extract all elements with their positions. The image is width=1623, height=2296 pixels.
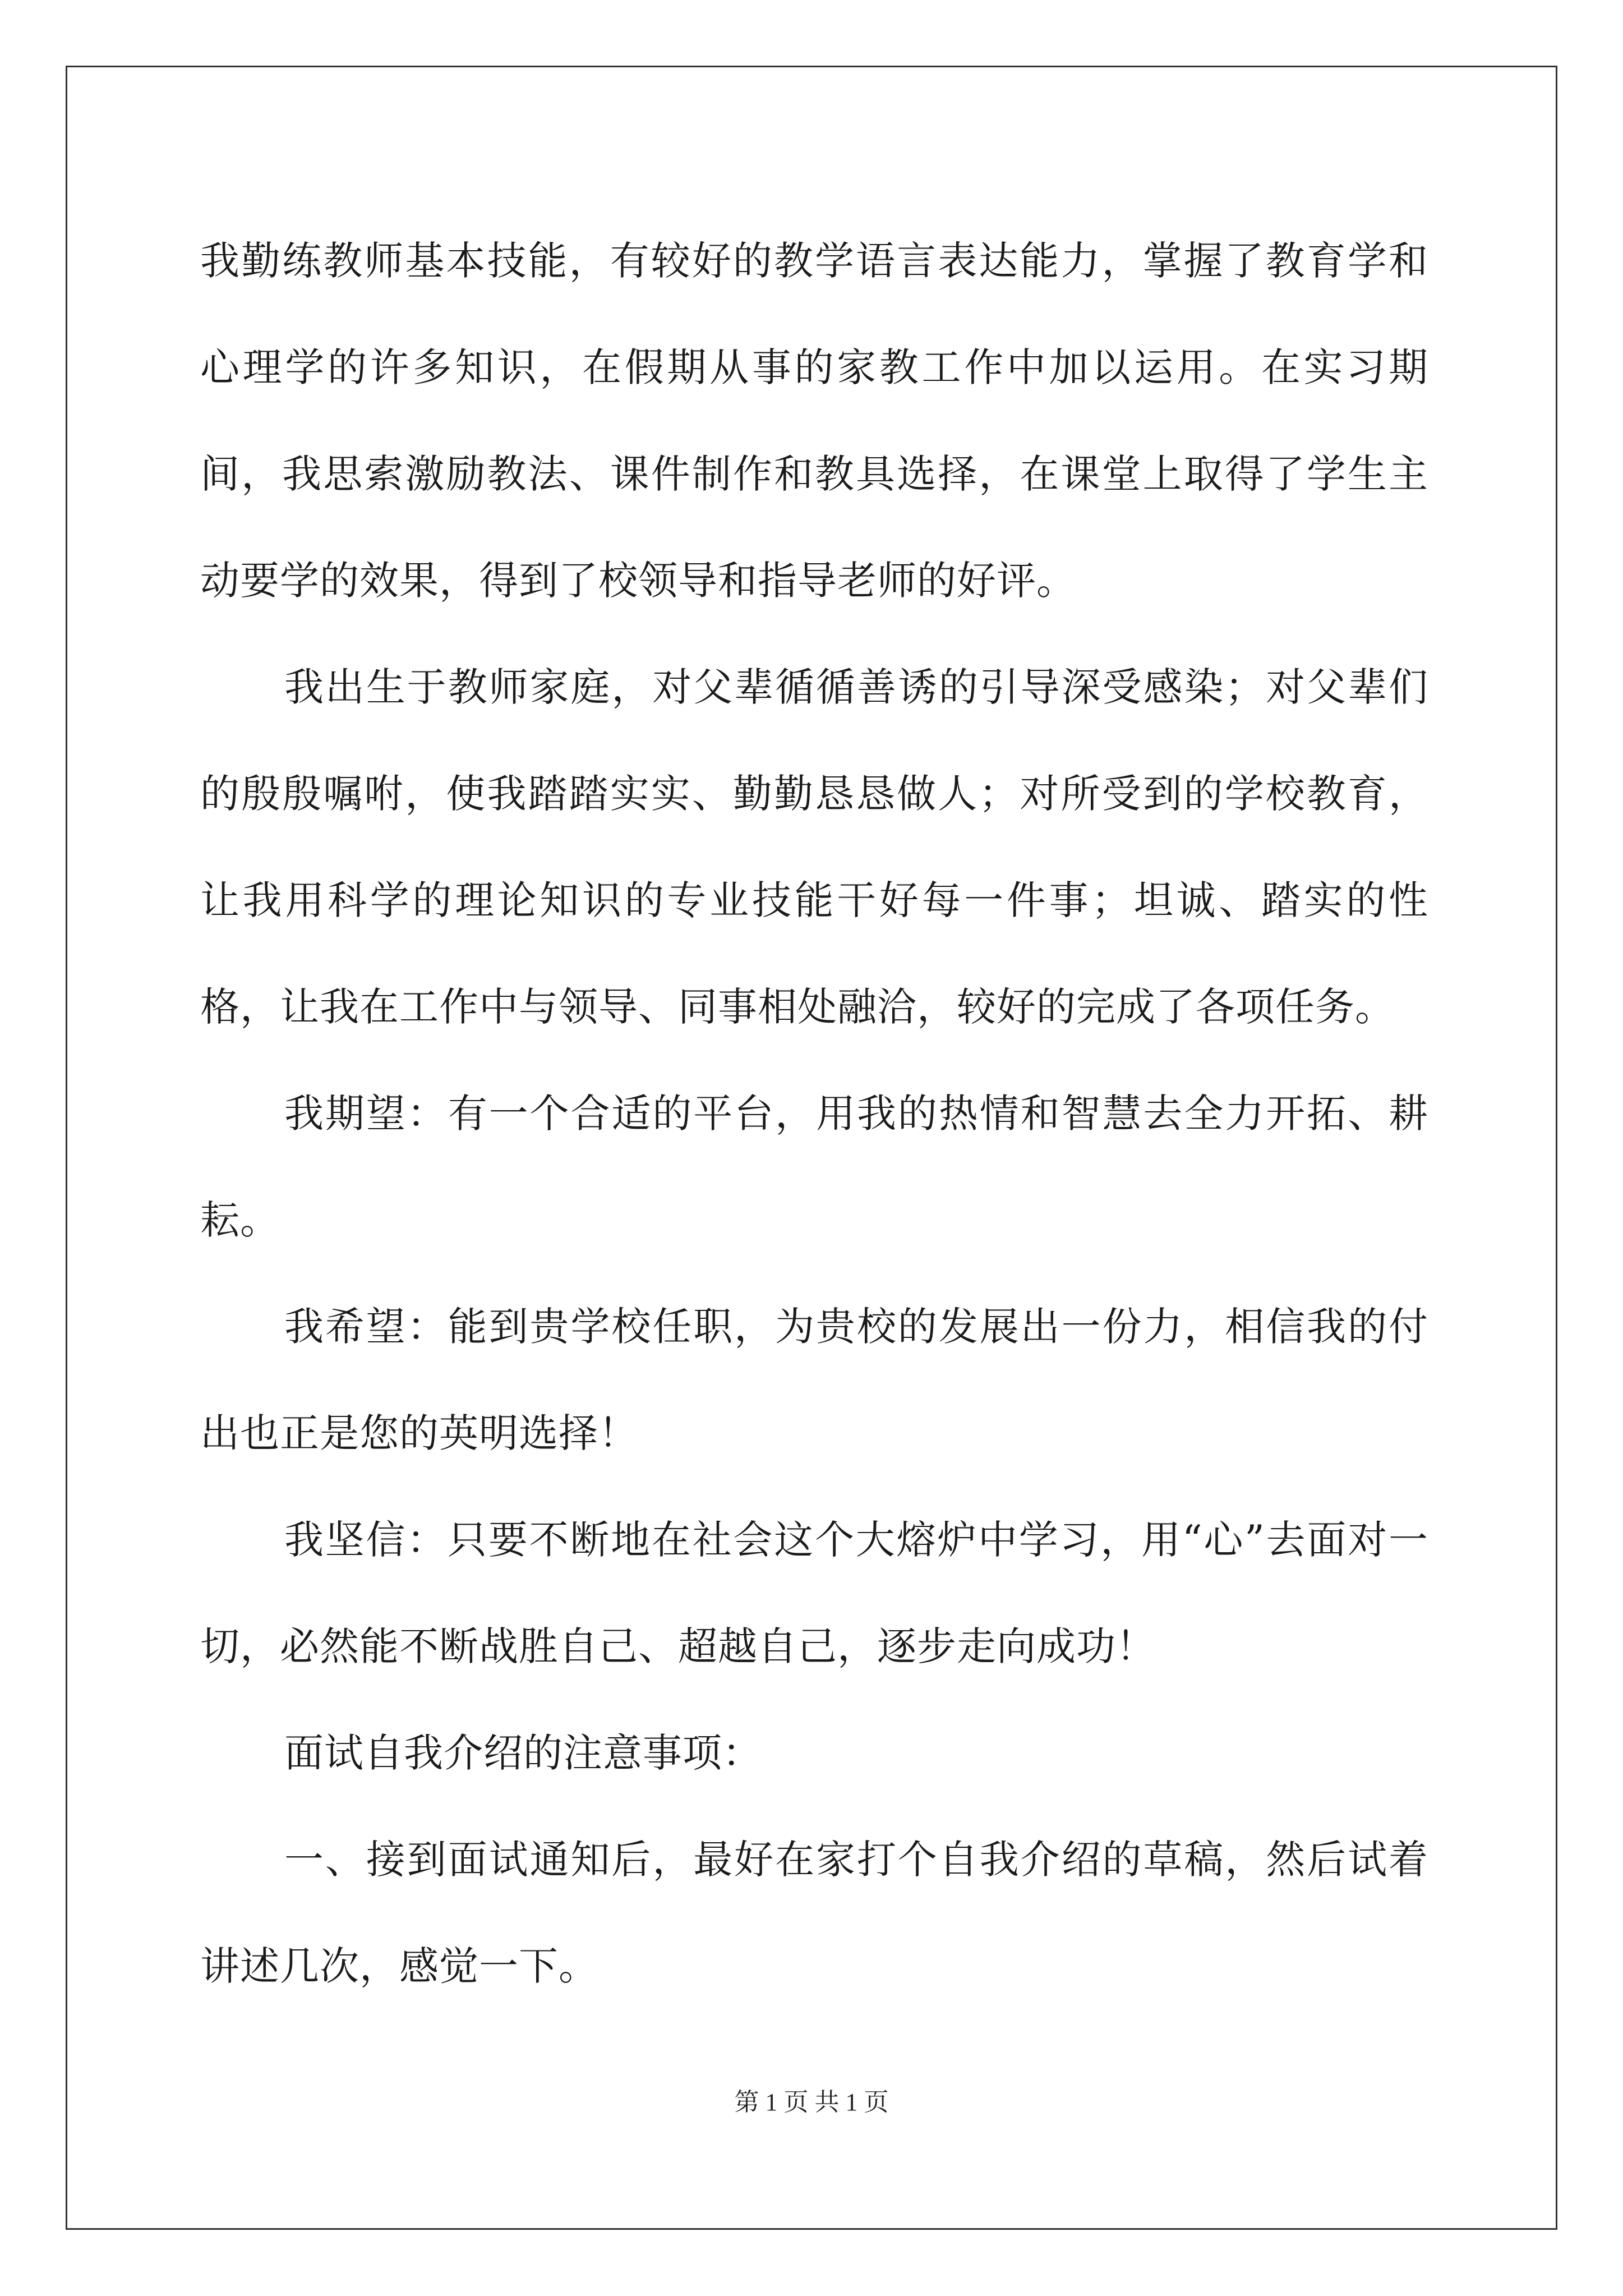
paragraph-4: 我希望：能到贵学校任职，为贵校的发展出一份力，相信我的付出也正是您的英明选择！ (200, 1304, 1428, 1456)
paragraph-1: 我勤练教师基本技能，有较好的教学语言表达能力，掌握了教育学和心理学的许多知识，在假期从事的家教工作中加以运用。在实习期间，我思索激励教法、课件制作和教具选择，在课堂上取得了学生主动要学的效果，得到了校领导和指导老师的好评。 (200, 238, 1428, 604)
paragraph-2: 我出生于教师家庭，对父辈循循善诱的引导深受感染；对父辈们的殷殷嘱咐，使我踏踏实实、勤勤恳恳做人；对所受到的学校教育，让我用科学的理论知识的专业技能干好每一件事；坦诚、踏实的性格，让我在工作中与领导、同事相处融洽，较好的完成了各项任务。 (200, 664, 1428, 1030)
paragraph-5: 我坚信：只要不断地在社会这个大熔炉中学习，用“心”去面对一切，必然能不断战胜自己、超越自己，逐步走向成功！ (200, 1517, 1428, 1669)
document-body (200, 208, 1428, 2019)
paragraph-3: 我期望：有一个合适的平台，用我的热情和智慧去全力开拓、耕耘。 (200, 1091, 1428, 1243)
paragraph-7: 一、接到面试通知后，最好在家打个自我介绍的草稿，然后试着讲述几次，感觉一下。 (200, 1837, 1428, 1989)
paragraph-6: 面试自我介绍的注意事项： (284, 1730, 762, 1776)
page-number-footer: 第 1 页 共 1 页 (734, 2088, 889, 2116)
